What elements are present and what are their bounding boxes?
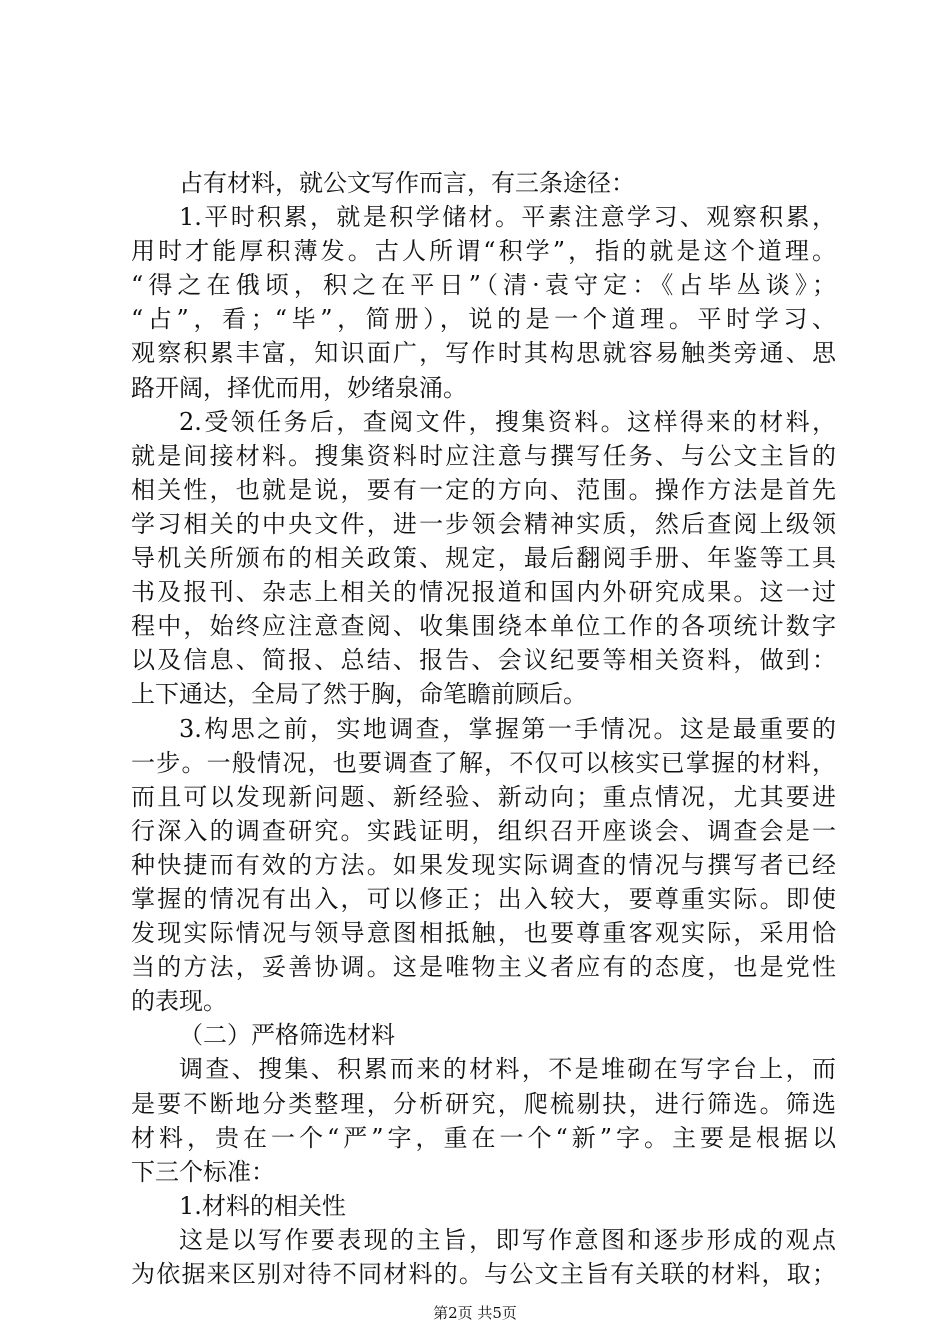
text-line: 程中，始终应注意查阅、收集围绕本单位工作的各项统计数字 <box>131 612 836 641</box>
text-line: 种快捷而有效的方法。如果发现实际调查的情况与撰写者已经 <box>131 850 836 879</box>
text-line: 占有材料，就公文写作而言，有三条途径： <box>179 169 635 197</box>
text-line: 上下通达，全局了然于胸，命笔瞻前顾后。 <box>131 680 587 709</box>
text-line: 1.平时积累，就是积学储材。平素注意学习、观察积累， <box>179 203 836 232</box>
text-line: 而且可以发现新问题、新经验、新动向；重点情况，尤其要进 <box>131 782 836 811</box>
text-line: 导机关所颁布的相关政策、规定，最后翻阅手册、年鉴等工具 <box>131 544 836 573</box>
text-line: 的表现。 <box>131 987 227 1016</box>
text-line: （二）严格筛选材料 <box>179 1021 395 1050</box>
text-line: 下三个标准： <box>131 1157 275 1186</box>
text-line: “占”，看；“毕”，简册），说的是一个道理。平时学习、 <box>131 305 836 334</box>
text-line: 学习相关的中央文件，进一步领会精神实质，然后查阅上级领 <box>131 509 836 538</box>
text-line: 一步。一般情况，也要调查了解，不仅可以核实已掌握的材料， <box>131 748 836 777</box>
text-line: 为依据来区别对待不同材料的。与公文主旨有关联的材料，取； <box>131 1260 836 1288</box>
text-line: 调查、搜集、积累而来的材料，不是堆砌在写字台上，而 <box>179 1055 836 1084</box>
text-line: 观察积累丰富，知识面广，写作时其构思就容易触类旁通、思 <box>131 339 836 368</box>
document-body <box>131 166 836 1291</box>
page-footer: 第2页 共5页 <box>433 1304 517 1322</box>
text-line: 路开阔，择优而用，妙绪泉涌。 <box>131 373 467 402</box>
text-line: 以及信息、简报、总结、报告、会议纪要等相关资料，做到： <box>131 646 836 675</box>
text-line: 这是以写作要表现的主旨，即写作意图和逐步形成的观点 <box>179 1225 836 1254</box>
text-line: 当的方法，妥善协调。这是唯物主义者应有的态度，也是党性 <box>131 953 836 982</box>
text-line: 掌握的情况有出入，可以修正；出入较大，要尊重实际。即使 <box>131 884 836 913</box>
text-line: 3.构思之前，实地调查，掌握第一手情况。这是最重要的 <box>179 714 836 743</box>
text-line: 2.受领任务后，查阅文件，搜集资料。这样得来的材料， <box>179 407 836 436</box>
text-line: 材料，贵在一个“严”字，重在一个“新”字。主要是根据以 <box>131 1123 836 1152</box>
text-line: 就是间接材料。搜集资料时应注意与撰写任务、与公文主旨的 <box>131 441 836 470</box>
text-line: 行深入的调查研究。实践证明，组织召开座谈会、调查会是一 <box>131 816 836 845</box>
text-line: 是要不断地分类整理，分析研究，爬梳剔抉，进行筛选。筛选 <box>131 1089 836 1118</box>
text-line: “得之在俄顷，积之在平日”（清·袁守定：《占毕丛谈》； <box>131 271 836 300</box>
text-line: 用时才能厚积薄发。古人所谓“积学”，指的就是这个道理。 <box>131 237 836 266</box>
text-line: 书及报刊、杂志上相关的情况报道和国内外研究成果。这一过 <box>131 578 836 607</box>
text-line: 发现实际情况与领导意图相抵触，也要尊重客观实际，采用恰 <box>131 919 836 948</box>
text-line: 相关性，也就是说，要有一定的方向、范围。操作方法是首先 <box>131 475 836 504</box>
text-line: 1.材料的相关性 <box>179 1191 346 1220</box>
